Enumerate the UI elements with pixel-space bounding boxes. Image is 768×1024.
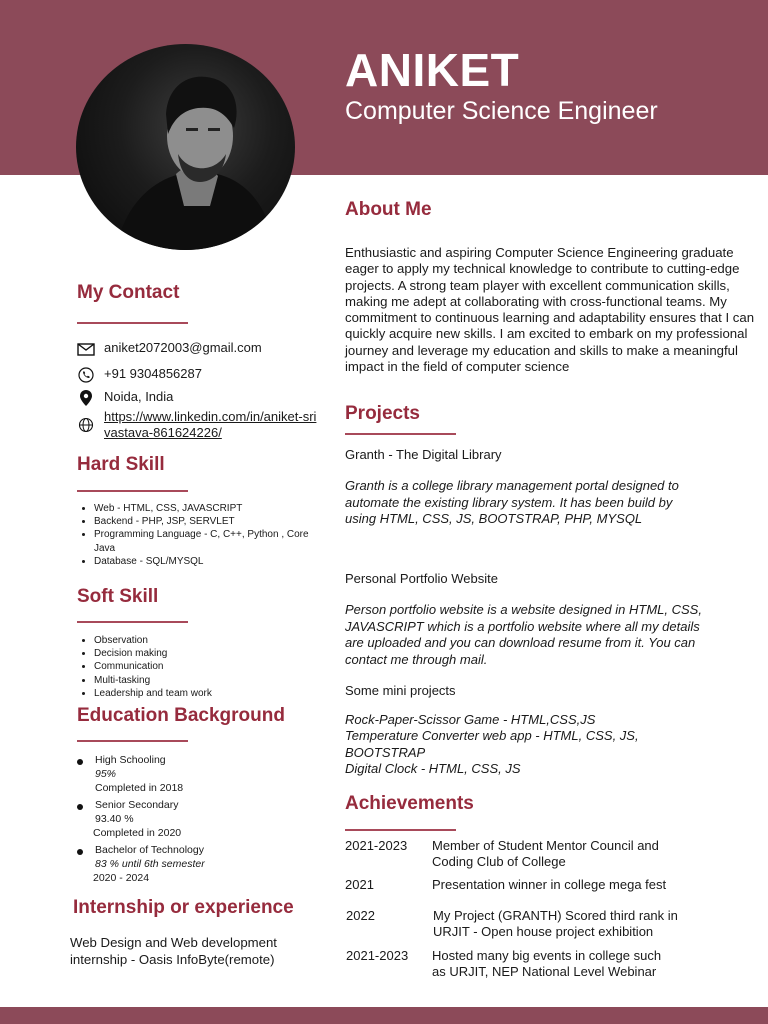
achievement-year: 2022 [346,908,375,923]
phone-icon [76,366,96,384]
soft-skill-list [76,634,330,700]
email-text: aniket2072003@gmail.com [104,340,262,355]
project-title: Personal Portfolio Website [345,571,498,586]
education-item [76,753,183,795]
project-description: Person portfolio website is a website designed in HTML, CSS, JAVASCRIPT which is a portfolio website where all my details are uploaded and you can download resume from it. You can contact me through mail. [345,602,702,667]
project-title: Granth - The Digital Library [345,447,502,462]
internship-heading: Internship or experience [73,897,294,918]
achievement-text: Presentation winner in college mega fest [432,877,667,892]
bullet-icon [77,804,83,810]
mini-project-item: Temperature Converter web app - HTML, CSS, JS, BOOTSTRAP [345,728,639,760]
list-item: • Programming Language - C, C++, Python , Core Java [94,528,330,554]
education-heading: Education Background [77,705,285,726]
contact-divider [77,322,188,324]
project-title: Some mini projects [345,683,456,698]
education-score: 95% [95,768,117,780]
footer-band [0,1007,768,1024]
profile-photo [76,44,295,250]
projects-heading: Projects [345,403,420,424]
internship-text: Web Design and Web development internship - Oasis InfoByte(remote) [70,935,277,967]
contact-phone[interactable] [76,366,202,384]
about-text: Enthusiastic and aspiring Computer Science Engineering graduate eager to apply my technical knowledge to contribute to cutting-edge projects. A strong team player with excellent communication skills, making me adept at collaborating with cross-functional teams. My commitment to continuous learning and adaptability ensures that I can quickly acquire new skills. I am excited to embark on my professional journey and leverage my education and skills to make a meaningful impact in the field of computer science [345,245,755,375]
envelope-icon [76,340,96,358]
location-text: Noida, India [104,389,174,404]
contact-heading: My Contact [77,282,180,303]
list-item: • Decision making [94,647,330,660]
education-score: 83 % until 6th semester [95,858,205,870]
achievement-text: Hosted many big events in college such as URJIT, NEP National Level Webinar [432,948,662,979]
achievements-heading: Achievements [345,793,474,814]
education-score: 93.40 % [95,813,134,825]
candidate-role: Computer Science Engineer [345,97,658,125]
linkedin-link[interactable]: https://www.linkedin.com/in/aniket-srivastava-861624226/ [104,409,317,440]
contact-linkedin[interactable] [76,409,319,441]
education-divider [77,740,188,742]
mini-project-item: Digital Clock - HTML, CSS, JS [345,761,521,776]
list-item: • Database - SQL/MYSQL [94,555,330,568]
achievement-year: 2021-2023 [345,838,408,853]
achievement-text: Member of Student Mentor Council and Coding Club of College [432,838,659,869]
education-period: Completed in 2018 [95,782,184,794]
education-title: Senior Secondary [95,799,179,811]
achievement-text: My Project (GRANTH) Scored third rank in URJIT - Open house project exhibition [433,908,678,939]
globe-icon [76,416,96,434]
achievement-year: 2021-2023 [346,948,409,963]
list-item: • Communication [94,660,330,673]
contact-email[interactable] [76,340,262,358]
candidate-name: ANIKET [345,44,520,96]
about-heading: About Me [345,199,432,220]
education-item [76,843,205,885]
location-pin-icon [76,389,96,407]
projects-divider [345,433,456,435]
achievement-year: 2021 [345,877,374,892]
project-description: Granth is a college library management portal designed to automate the existing library system. It has been build by using HTML, CSS, JS, BOOTSTRAP, PHP, MYSQL [345,478,679,527]
mini-project-item: Rock-Paper-Scissor Game - HTML,CSS,JS [345,712,596,727]
list-item: • Web - HTML, CSS, JAVASCRIPT [94,502,330,515]
soft-skill-heading: Soft Skill [77,586,159,607]
bullet-icon [77,849,83,855]
education-period: Completed in 2020 [93,827,182,839]
hard-skill-list [76,502,330,568]
soft-skill-divider [77,621,188,623]
list-item: • Observation [94,634,330,647]
contact-location [76,389,173,407]
phone-text: +91 9304856287 [104,366,202,381]
education-period: 2020 - 2024 [93,872,150,884]
bullet-icon [77,759,83,765]
education-item [76,798,181,840]
list-item: • Backend - PHP, JSP, SERVLET [94,515,330,528]
list-item: • Multi-tasking [94,674,330,687]
education-title: Bachelor of Technology [95,844,204,856]
achievements-divider [345,829,456,831]
list-item: • Leadership and team work [94,687,330,700]
hard-skill-heading: Hard Skill [77,454,165,475]
education-title: High Schooling [95,754,166,766]
hard-skill-divider [77,490,188,492]
